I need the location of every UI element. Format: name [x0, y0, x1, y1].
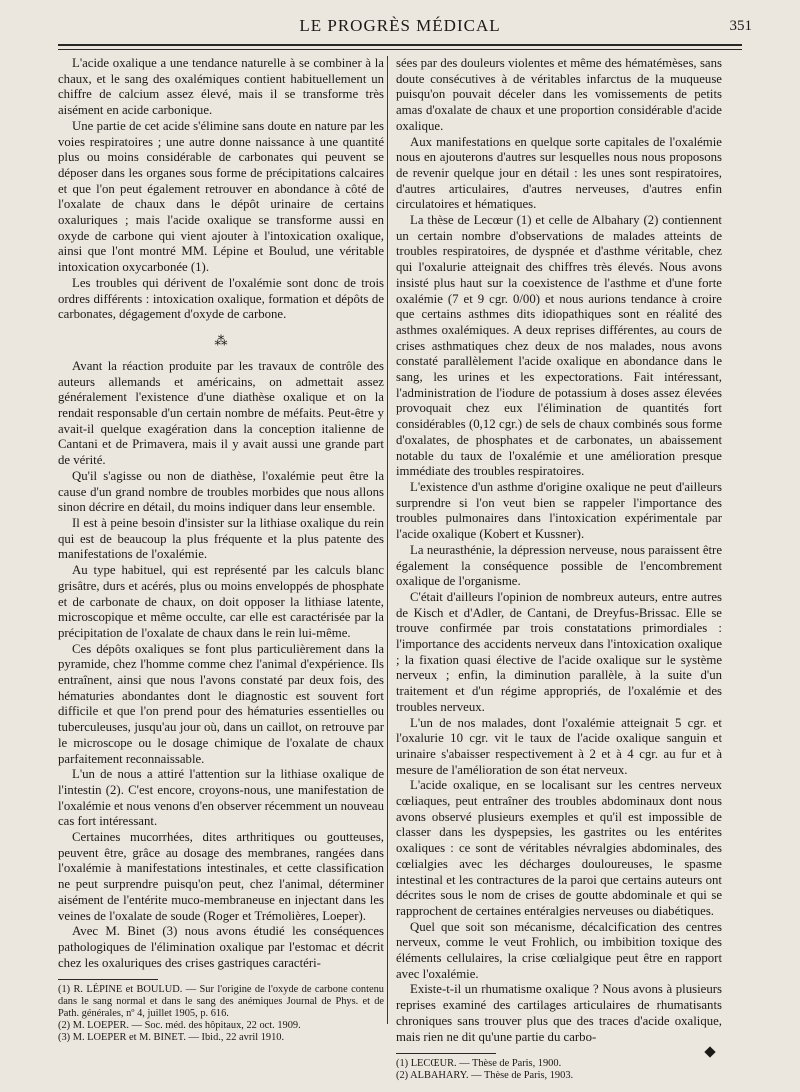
header-rule	[58, 44, 742, 46]
right-footnotes	[396, 1058, 722, 1082]
paragraph: Les troubles qui dérivent de l'oxalémie sont donc de trois ordres différents : intoxication oxalique, formation et dépôts de carbonates, dégagement d'oxyde de carbone.	[58, 275, 384, 322]
journal-title: LE PROGRÈS MÉDICAL	[299, 16, 501, 35]
footnote: (1) R. LÉPINE et BOULUD. — Sur l'origine de l'oxyde de carbone contenu dans le sang normal et dans le sang des anémiques Journal de Phys. et de Path. générales, nº 4, juillet 1905, p. 616.	[58, 984, 384, 1020]
paragraph: Au type habituel, qui est représenté par les calculs blanc grisâtre, durs et acérés, plus ou moins enveloppés de phosphate et de carbonate de chaux, on doit opposer la lithiase latente, microscopique et même occulte, car elle est caractérisée par la précipitation de l'oxalate de chaux dans le rein lui-même.	[58, 563, 384, 640]
paragraph: sées par des douleurs violentes et même des hématémèses, sans doute consécutives à de véritables infarctus de la muqueuse puisqu'on pouvait déceler dans les vomissements de petits amas d'oxalate de chaux et une proportion considérable d'acide oxalique.	[396, 56, 722, 133]
paragraph: C'était d'ailleurs l'opinion de nombreux auteurs, entre autres de Kisch et d'Adler, de Cantani, de Dreyfus-Brissac. Elle se trouve confirmée par trois constatations primordiales : l'importance des accidents nerveux dans l'intoxication oxalique ; la fixation quasi élective de l'acide oxalique sur le système nerveux ; enfin, la diminution parallèle, à la suite d'un traitement et d'un régime appropriés, de l'oxalémie et des troubles nerveux.	[396, 589, 722, 714]
left-column	[58, 56, 384, 1044]
footnote: (1) LECŒUR. — Thèse de Paris, 1900.	[396, 1058, 562, 1070]
paragraph: Il est à peine besoin d'insister sur la lithiase oxalique du rein qui est de beaucoup la plus fréquente et la plus patente des manifestations de l'oxalémie.	[58, 515, 384, 562]
paragraph: Une partie de cet acide s'élimine sans doute en nature par les voies respiratoires ; une autre donne naissance à une quantité plus ou moins considérable de carbonates qui peuvent se déposer dans les organes sous forme de précipitations calcaires et que l'on peut également retrouver en abondance à côté de l'oxalate de chaux dans le dépôt urinaire de certains oxaluriques ; mais l'acide oxalique se transforme aussi en oxyde de carbone qui vient ajouter à l'intoxication oxalique, ainsi que l'ont montré MM. Lépine et Boulud, une véritable intoxication oxycarbonée (1).	[58, 118, 384, 275]
paragraph: L'existence d'un asthme d'origine oxalique ne peut d'ailleurs surprendre si l'on veut bien se rappeler l'importance des troubles pulmonaires dans l'intoxication expérimentale par l'acide oxalique (Kobert et Kussner).	[396, 479, 722, 542]
footnote-rule	[58, 979, 158, 980]
column-divider	[387, 56, 388, 1024]
running-head	[0, 16, 800, 40]
paragraph: Quel que soit son mécanisme, décalcification des centres nerveux, comme le veut Frohlich, ou imbibition toxique des éléments cellulaires, la crise cœlialgique peut être en rapport avec l'oxalémie.	[396, 919, 722, 981]
footnote: (2) M. LOEPER. — Soc. méd. des hôpitaux, 22 oct. 1909.	[58, 1020, 301, 1032]
paragraph: Qu'il s'agisse ou non de diathèse, l'oxalémie peut être la cause d'un grand nombre de troubles morbides que nous allons sinon décrire en détail, du moins indiquer dans leur ensemble.	[58, 468, 384, 515]
left-footnotes	[58, 984, 384, 1044]
footnote: (3) M. LOEPER et M. BINET. — Ibid., 22 avril 1910.	[58, 1032, 285, 1044]
paragraph: Existe-t-il un rhumatisme oxalique ? Nous avons à plusieurs reprises examiné des cartilages articulaires de rhumatisants chroniques sans trouver plus que des traces d'acide oxalique, mais rien ne dit qu'une partie du carbo-	[396, 982, 722, 1044]
paragraph: Avec M. Binet (3) nous avons étudié les conséquences pathologiques de l'élimination oxalique par l'estomac et décrit chez les oxaluriques des crises gastriques caractéri-	[58, 924, 384, 970]
paragraph: Aux manifestations en quelque sorte capitales de l'oxalémie nous en ajouterons d'autres sur lesquelles nous nous proposons de revenir quelque jour en détail : les unes sont respiratoires, d'autres articulaires, d'autres nerveuses, d'autres enfin circulatoires et hématiques.	[396, 134, 722, 212]
paragraph: La neurasthénie, la dépression nerveuse, nous paraissent être également la conséquence possible de l'encombrement oxalique de l'organisme.	[396, 542, 722, 589]
paragraph: L'un de nous a attiré l'attention sur la lithiase oxalique de l'intestin (2). C'est encore, croyons-nous, une manifestation de l'oxalémie et nous venons d'en observer récemment un nouveau cas fort intéressant.	[58, 767, 384, 829]
paragraph: L'acide oxalique a une tendance naturelle à se combiner à la chaux, et le sang des oxalémiques contient habituellement un chiffre de calcium assez élevé, mais il se transforme très aisément en acide carbonique.	[58, 56, 384, 118]
paragraph: Avant la réaction produite par les travaux de contrôle des auteurs allemands et américains, on admettait assez généralement l'existence d'une diathèse oxalique et on la rendait responsable d'un certain nombre de méfaits. Peut-être y avait-il quelque exagération dans la conception italienne de Cantani et de Primavera, mais il y avait aussi une grande part de vérité.	[58, 358, 384, 468]
paragraph: Ces dépôts oxaliques se font plus particulièrement dans la pyramide, chez l'homme comme chez l'animal d'expérience. Ils entraînent, ainsi que nous l'avons constaté par deux fois, des hématuries abondantes dont le diagnostic est souvent fort difficile et que l'on prend pour des hématuries essentielles ou tuberculeuses, jusqu'au jour où, dans un caillot, on retrouve par le microscope ou le dosage chimique de l'oxalate de chaux parfaitement reconnaissable.	[58, 641, 384, 766]
paragraph: L'acide oxalique, en se localisant sur les centres nerveux cœliaques, peut entraîner des troubles abdominaux dont nous avons observé plusieurs exemples et qu'il est impossible de classer dans les dyspepsies, les gastrites ou les entérites oxaliques : ce sont de véritables névralgies abdominales, des cœlialgies avec les décharges douloureuses, le spasme intestinal et les contractures de la paroi que certains auteurs ont décrites sous le nom de crises de goutte abdominale et qui se rapprochent de certaines entéralgies nerveuses ou diabétiques.	[396, 778, 722, 918]
footnote: (2) ALBAHARY. — Thèse de Paris, 1903.	[396, 1070, 574, 1082]
paragraph: La thèse de Lecœur (1) et celle de Albahary (2) contiennent un certain nombre d'observations de malades atteints de troubles respiratoires, de dyspnée et d'asthme véritable, chez qui l'oxalurie atteignait des chiffres très élevés. Nous avons insisté plus haut sur la coexistence de l'asthme et d'une forte oxalémie (7 et 9 cgr. 0/00) et nous aurions tendance à croire que certains asthmes dits idiopathiques sont en réalité des asthmes oxalémiques. A deux reprises différentes, au cours de crises asthmatiques chez deux de nos malades, nous avons constaté parallèlement l'acide oxalique en abondance dans le sang, les urines et les expectorations. Fait intéressant, l'administration de l'iodure de potassium à doses assez élevées provoquait chez eux l'élimination de quantités fort considérables (0,12 cgr.) de sels de chaux combinés sous forme d'oxalates, de phosphates et de carbonates, un abaissement notable du taux de l'oxalémie et une amélioration presque immédiate des troubles respiratoires.	[396, 213, 722, 479]
header-rule-thin	[58, 49, 742, 50]
paragraph: L'un de nos malades, dont l'oxalémie atteignait 5 cgr. et l'oxalurie 10 cgr. vit le taux de l'acide oxalique sanguin et urinaire s'abaisser respectivement à 2 et à 4 cgr. au fur et à mesure de l'amélioration de son état nerveux.	[396, 715, 722, 777]
page-number: 351	[729, 18, 752, 34]
footnote-rule	[396, 1053, 496, 1054]
paragraph: Certaines mucorrhées, dites arthritiques ou goutteuses, peuvent être, grâce au dosage des membranes, rangées dans l'oxalémie à manifestations intestinales, et cette classification ne peut surprendre puisqu'on peut, chez l'animal, déterminer aisément de l'entérite muco-membraneuse en injectant dans les veines de l'oxalate de soude (Roger et Trémolières, Loeper).	[58, 830, 384, 923]
section-break-asterism: ⁂	[214, 332, 228, 348]
right-column	[396, 56, 722, 1082]
